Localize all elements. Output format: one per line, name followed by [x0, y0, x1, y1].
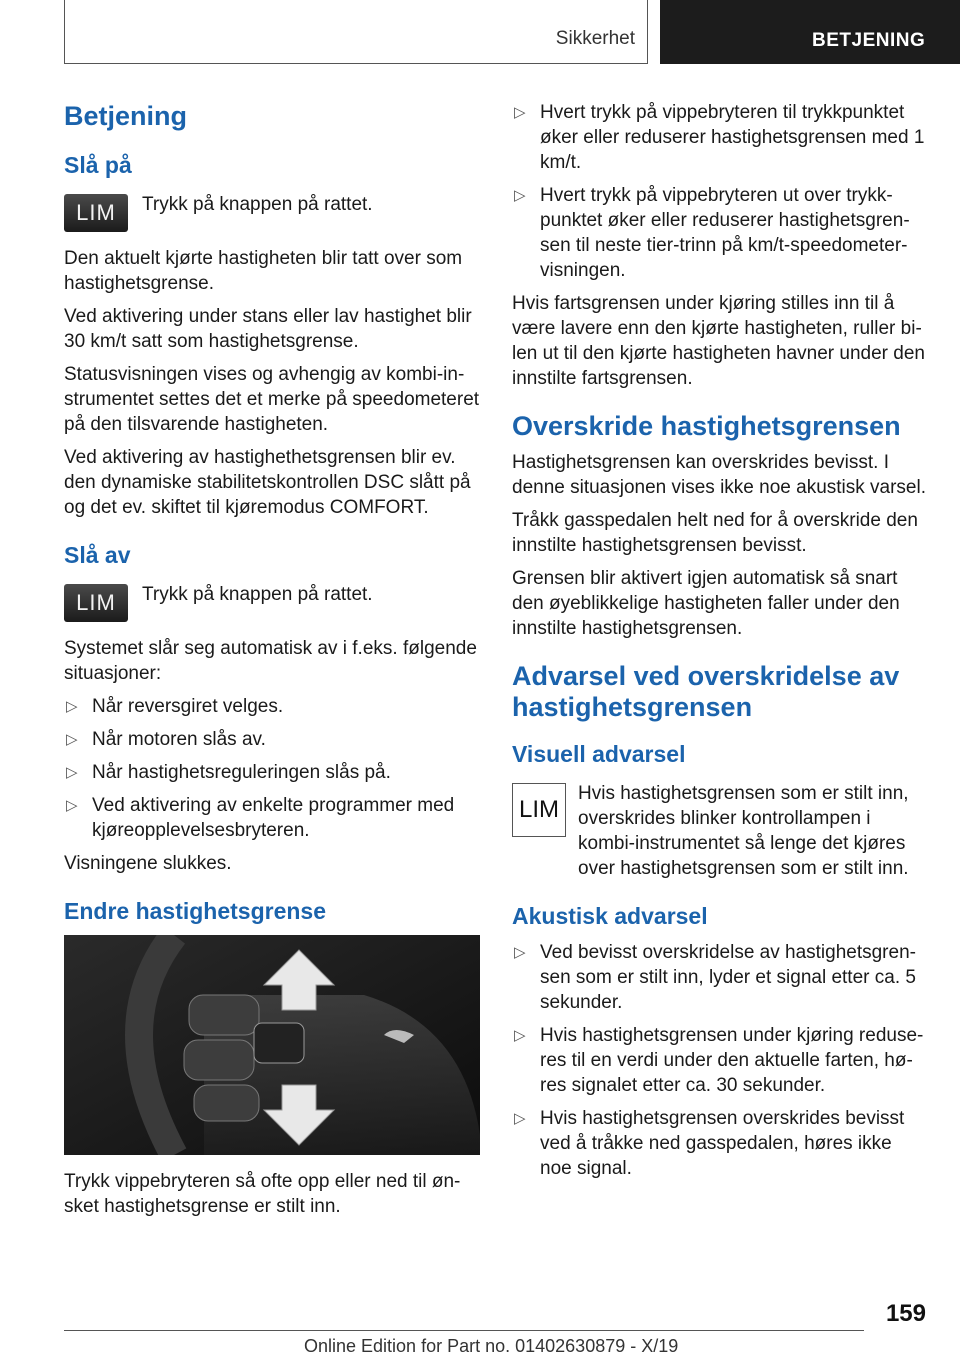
lim-button-icon: LIM [64, 194, 128, 232]
heading-visual-warning: Visuell advarsel [512, 741, 686, 768]
heading-warning: Advarsel ved overskridelse av hastighetsgrensen [512, 661, 900, 723]
image-caption: Trykk vippebryteren så ofte opp eller ned til ønsket hastighetsgrense er stilt inn. [64, 1171, 461, 1218]
steering-wheel-image [64, 935, 480, 1155]
list-item: ▷ Hvis hastighetsgrensen under kjøring reduseres til en verdi under den aktuelle farten, høres signalet etter ca. 30 sekunder. [514, 1025, 924, 1097]
visual-warning-row [512, 779, 926, 881]
heading-switch-off: Slå av [64, 541, 131, 568]
list-item: ▷ Når reversgiret velges. [66, 695, 284, 717]
heading-switch-on: Slå på [64, 152, 132, 179]
triangle-bullet-icon: ▷ [66, 796, 78, 814]
triangle-bullet-icon: ▷ [66, 730, 78, 748]
paragraph: Systemet slår seg automatisk av i f.eks. følgende situasjoner: [64, 637, 477, 684]
steering-wheel-illustration [64, 935, 480, 1155]
heading-acoustic-warning: Akustisk advarsel [512, 902, 708, 929]
lim-indicator-icon: LIM [512, 783, 566, 837]
list-item: ▷ Når motoren slås av. [66, 728, 266, 750]
paragraph: Hvis fartsgrensen under kjøring stilles inn til å være lavere enn den kjørte hastigheten, ruller bilen ut til den kjørte hastigheten havner under den innstilte fartsgrensen. [512, 293, 925, 389]
right-column [512, 100, 926, 1189]
paragraph: Den aktuelt kjørte hastigheten blir tatt over som hastighetsgrense. [64, 247, 463, 294]
header-chapter-title: BETJENING [812, 30, 926, 51]
heading-exceed-limit: Overskride hastighetsgrensen [512, 411, 901, 441]
heading-change-limit: Endre hastighetsgrense [64, 897, 327, 924]
switch-off-instruction: Trykk på knappen på rattet. [142, 583, 373, 605]
triangle-bullet-icon: ▷ [514, 104, 526, 121]
lim-button-icon: LIM [64, 584, 128, 622]
footer-divider [64, 1330, 864, 1331]
visual-warning-text: Hvis hastighetsgrensen som er stilt inn, overskrides blinker kontrollampen i kombi-instrumentet så lenge det kjøres over hastighetsgrensen som er stilt inn. [578, 782, 909, 879]
paragraph: Hastighetsgrensen kan overskrides bevisst. I denne situasjonen vises ikke noe akustisk varsel. [512, 452, 927, 499]
triangle-bullet-icon: ▷ [514, 944, 526, 962]
paragraph: Visningene slukkes. [64, 852, 232, 874]
lim-button-row-on [64, 190, 480, 234]
switch-on-instruction: Trykk på knappen på rattet. [142, 193, 373, 215]
acoustic-warning-list [512, 940, 926, 1181]
switch-off-list [64, 694, 480, 843]
list-item: ▷ Ved bevisst overskridelse av hastighetsgrensen som er stilt inn, lyder et signal etter ca. 5 sekunder. [514, 942, 916, 1014]
triangle-bullet-icon: ▷ [514, 187, 526, 204]
list-item: ▷ Ved aktivering av enkelte programmer med kjøreopplevelsesbryteren. [66, 794, 455, 841]
triangle-bullet-icon: ▷ [66, 697, 78, 715]
list-item: ▷ Når hastighetsreguleringen slås på. [66, 761, 391, 783]
page-number: 159 [885, 1300, 926, 1327]
page-title: Betjening [64, 101, 188, 131]
change-limit-list [512, 100, 926, 283]
left-column [64, 100, 480, 1227]
paragraph: Tråkk gasspedalen helt ned for å overskride den innstilte hastighetsgrensen bevisst. [512, 510, 918, 557]
paragraph: Grensen blir aktivert igjen automatisk så snart den øyeblikkelige hastigheten faller under den innstilte hastighetsgrensen. [512, 568, 900, 640]
lim-button-row-off [64, 580, 480, 624]
paragraph: Ved aktivering av hastighethetsgrensen blir ev. den dynamiske stabilitetskontrollen DSC slått på og det ev. skiftet til kjøremodus COMFORT. [64, 446, 471, 518]
list-item: ▷ Hvert trykk på vippebryteren ut over trykkpunktet øker eller reduserer hastighetsgrensen til neste tier-trinn på km/t-speedometervisningen. [514, 185, 910, 281]
triangle-bullet-icon: ▷ [66, 763, 78, 781]
footer-edition: Online Edition for Part no. 01402630879 - X/19 [304, 1336, 679, 1356]
header-section-title: Sikkerhet [555, 28, 635, 49]
paragraph: Ved aktivering under stans eller lav hastighet blir 30 km/t satt som hastighetsgrense. [64, 305, 472, 352]
list-item: ▷ Hvert trykk på vippebryteren til trykkpunktet øker eller reduserer hastighetsgrensen med 1 km/t. [514, 102, 925, 173]
paragraph: Statusvisningen vises og avhengig av kombi-instrumentet settes det et merke på speedometeret på den tilsvarende hastigheten. [64, 363, 480, 435]
list-item: ▷ Hvis hastighetsgrensen overskrides bevisst ved å tråkke ned gasspedalen, høres ikke noe signal. [514, 1108, 905, 1180]
triangle-bullet-icon: ▷ [514, 1110, 526, 1128]
triangle-bullet-icon: ▷ [514, 1027, 526, 1045]
